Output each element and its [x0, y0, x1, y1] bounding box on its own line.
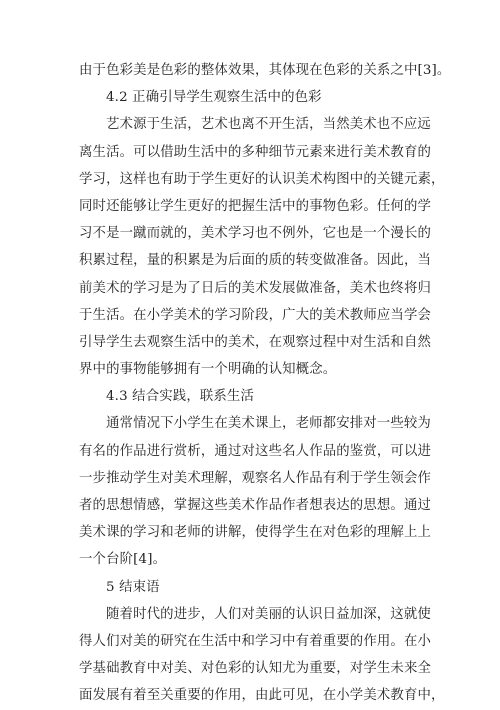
text-line: 学习，这样也有助于学生更好的认识美术构图中的关键元素， [79, 171, 445, 187]
text-line: 引导学生去观察生活中的美术，在观察过程中对生活和自然 [79, 334, 432, 350]
text-line: 前美术的学习是为了日后的美术发展做准备，美术也终将归 [79, 280, 432, 296]
text-line: 艺术源于生活，艺术也离不开生活，当然美术也不应远 [106, 117, 431, 133]
text-line: 面发展有着至关重要的作用，由此可见，在小学美术教育中， [79, 688, 445, 704]
text-line: 界中的事物能够拥有一个明确的认知概念。 [79, 362, 337, 378]
text-line: 有名的作品进行赏析，通过对这些名人作品的鉴赏，可以进 [79, 443, 432, 459]
text-line: 随着时代的进步，人们对美丽的认识日益加深，这就使 [106, 606, 431, 622]
text-line: 离生活。可以借助生活中的多种细节元素来进行美术教育的 [79, 144, 432, 160]
text-line: 习不是一蹴而就的，美术学习也不例外，它也是一个漫长的 [79, 226, 432, 242]
text-line: 积累过程，量的积累是为后面的质的转变做准备。因此，当 [79, 253, 432, 269]
text-line: 一个台阶[4]。 [79, 552, 167, 568]
section-heading: 4.2 正确引导学生观察生活中的色彩 [106, 90, 322, 106]
text-line: 一步推动学生对美术理解，观察名人作品有利于学生领会作 [79, 470, 432, 486]
text-line: 美术课的学习和老师的讲解，使得学生在对色彩的理解上上 [79, 525, 432, 541]
section-heading: 5 结束语 [106, 579, 160, 595]
text-line: 由于色彩美是色彩的整体效果，其体现在色彩的关系之中[3]。 [79, 63, 451, 78]
section-heading: 4.3 结合实践，联系生活 [106, 389, 255, 405]
text-line: 通常情况下小学生在美术课上，老师都安排对一些较为 [106, 416, 431, 432]
text-line: 得人们对美的研究在生活中和学习中有着重要的作用。在小 [79, 633, 432, 649]
document-page [79, 57, 451, 710]
text-line: 于生活。在小学美术的学习阶段，广大的美术教师应当学会 [79, 307, 432, 323]
text-line: 同时还能够让学生更好的把握生活中的事物色彩。任何的学 [79, 198, 432, 214]
text-line: 者的思想情感，掌握这些美术作品作者想表达的思想。通过 [79, 498, 432, 513]
text-line: 学基础教育中对美、对色彩的认知尤为重要，对学生未来全 [79, 661, 432, 677]
